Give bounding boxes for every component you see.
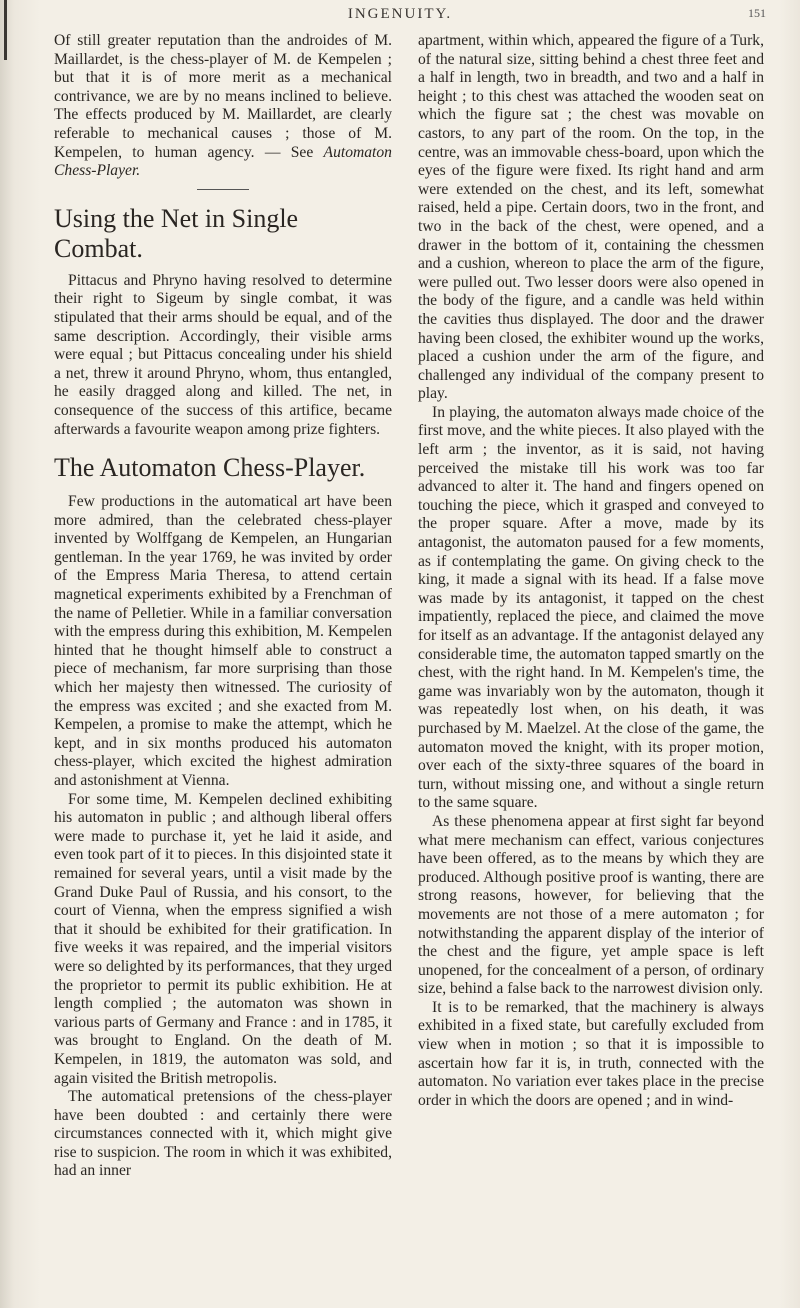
- right-column: [418, 32, 764, 1110]
- paragraph-right-1: apartment, within which, appeared the figure of a Turk, of the natural size, sitting behind a chest three feet and a half in length, two in breadth, and two and a half in height ; to this chest was attached the wooden seat on which the figure sat ; the chest was movable on castors, to any part of the room. On the top, in the centre, was an immovable chess-board, upon which the eyes of the figure were fixed. Its right hand and arm were extended on the chest, and its left, somewhat raised, held a pipe. Certain doors, two in the front, and two in the back of the chest, were opened, and a drawer in the bottom of it, containing the chessmen and a cushion, whereon to place the arm of the figure, were pulled out. Two lesser doors were also opened in the body of the figure, and a candle was held within the cavities thus displayed. The door and the drawer having been closed, the exhibiter wound up the works, placed a cushion under the arm of the figure, and challenged any individual of the company present to play.: [418, 32, 764, 403]
- paragraph-chess-player-1: Few productions in the automatical art have been more admired, than the celebrated chess-player invented by Wolffgang de Kempelen, an Hungarian gentleman. In the year 1769, he was invited by order of the Empress Maria Theresa, to attend certain magnetical experiments exhibited by a Frenchman of the name of Pelletier. While in a familiar conversation with the empress during this exhibition, M. Kempelen hinted that he thought himself able to construct a piece of mechanism, far more surprising than those which her majesty then witnessed. The curiosity of the empress was excited ; and she exacted from M. Kempelen, a promise to make the attempt, which he kept, and in six months produced his automaton chess-player, which excited the highest admiration and astonishment at Vienna.: [54, 493, 392, 789]
- intro-paragraph: [54, 32, 392, 181]
- section-title-chess-player: The Automaton Chess-Player.: [54, 453, 366, 483]
- left-column: [54, 32, 392, 1181]
- paragraph-chess-player-3: The automatical pretensions of the chess-player have been doubted : and certainly there were circumstances connected with it, which might give rise to suspicion. The room in which it was exhibited, had an inner: [54, 1088, 392, 1180]
- paragraph-chess-player-2: For some time, M. Kempelen declined exhibiting his automaton in public ; and although liberal offers were made to purchase it, yet he laid it aside, and even took part of it to pieces. In this disjointed state it remained for several years, until a visit made by the Grand Duke Paul of Russia, and his consort, to the court of Vienna, when the empress signified a wish that it should be exhibited for their gratification. In five weeks it was repaired, and the imperial visitors were so delighted by its performances, that they urged the proprietor to permit its public exhibition. He at length complied ; the automaton was shown in various parts of Germany and France : and in 1785, it was brought to England. On the death of M. Kempelen, in 1819, the automaton was sold, and again visited the British metropolis.: [54, 790, 392, 1087]
- section-title-net-combat: Using the Net in Single Combat.: [54, 203, 299, 263]
- paragraph-right-4: It is to be remarked, that the machinery is always exhibited in a fixed state, but carefully excluded from view when in motion ; so that it is impossible to ascertain how far it is, in truth, connected with the automaton. No variation ever takes place in the precise order in which the doors are opened ; and in wind-: [418, 998, 764, 1109]
- page-header: [0, 6, 800, 30]
- paragraph-right-3: As these phenomena appear at first sight far beyond what mere mechanism can effect, various conjectures have been offered, as to the means by which they are produced. Although positive proof is wanting, there are strong reasons, however, for believing that the movements are not those of a mere automaton ; for notwithstanding the apparent display of the interior of the chest and the figure, yet ample space is left unopened, for the concealment of a person, of ordinary size, behind a false back to the narrowest division only.: [418, 812, 764, 998]
- intro-text: Of still greater reputation than the androides of M. Maillardet, is the chess-player of M. de Kempelen ; but that it is of more merit as a mechanical contrivance, we are by no means inclined to believe. The effects produced by M. Maillardet, are clearly referable to mechanical causes ; those of M. Kempelen, to human agency. — See: [54, 32, 392, 161]
- intro-citation: Automaton Chess-Player.: [54, 143, 392, 180]
- running-head: INGENUITY.: [347, 6, 453, 22]
- section-divider: [197, 189, 249, 190]
- paragraph-right-2: In playing, the automaton always made choice of the first move, and the white pieces. It also played with the left arm ; the inventor, as it is said, not having perceived the mistake till his work was too far advanced to alter it. The hand and fingers opened on touching the piece, which it grasped and conveyed to the proper square. After a move, made by its antagonist, the automaton paused for a few moments, as if contemplating the game. On giving check to the king, it made a signal with its head. If a false move was made by its antagonist, it tapped on the chest impatiently, replaced the piece, and claimed the move for itself as an advantage. If the antagonist delayed any considerable time, the automaton tapped smartly on the chest, with the right hand. In M. Kempelen's time, the game was invariably won by the automaton, though it was repeatedly lost when, on his death, it was purchased by M. Maelzel. At the close of the game, the automaton moved the knight, with its proper motion, over each of the sixty-three squares of the board in turn, without missing one, and without a single return to the same square.: [418, 403, 764, 812]
- page-number: 151: [748, 6, 766, 20]
- paragraph-net-combat: Pittacus and Phryno having resolved to determine their right to Sigeum by single combat, it was stipulated that their arms should be equal, and of the same description. Accordingly, their visible arms were equal ; but Pittacus concealing under his shield a net, threw it around Phryno, whom, thus entangled, he easily dragged along and killed. The net, in consequence of the success of this artifice, became afterwards a favourite weapon among prize fighters.: [54, 271, 392, 438]
